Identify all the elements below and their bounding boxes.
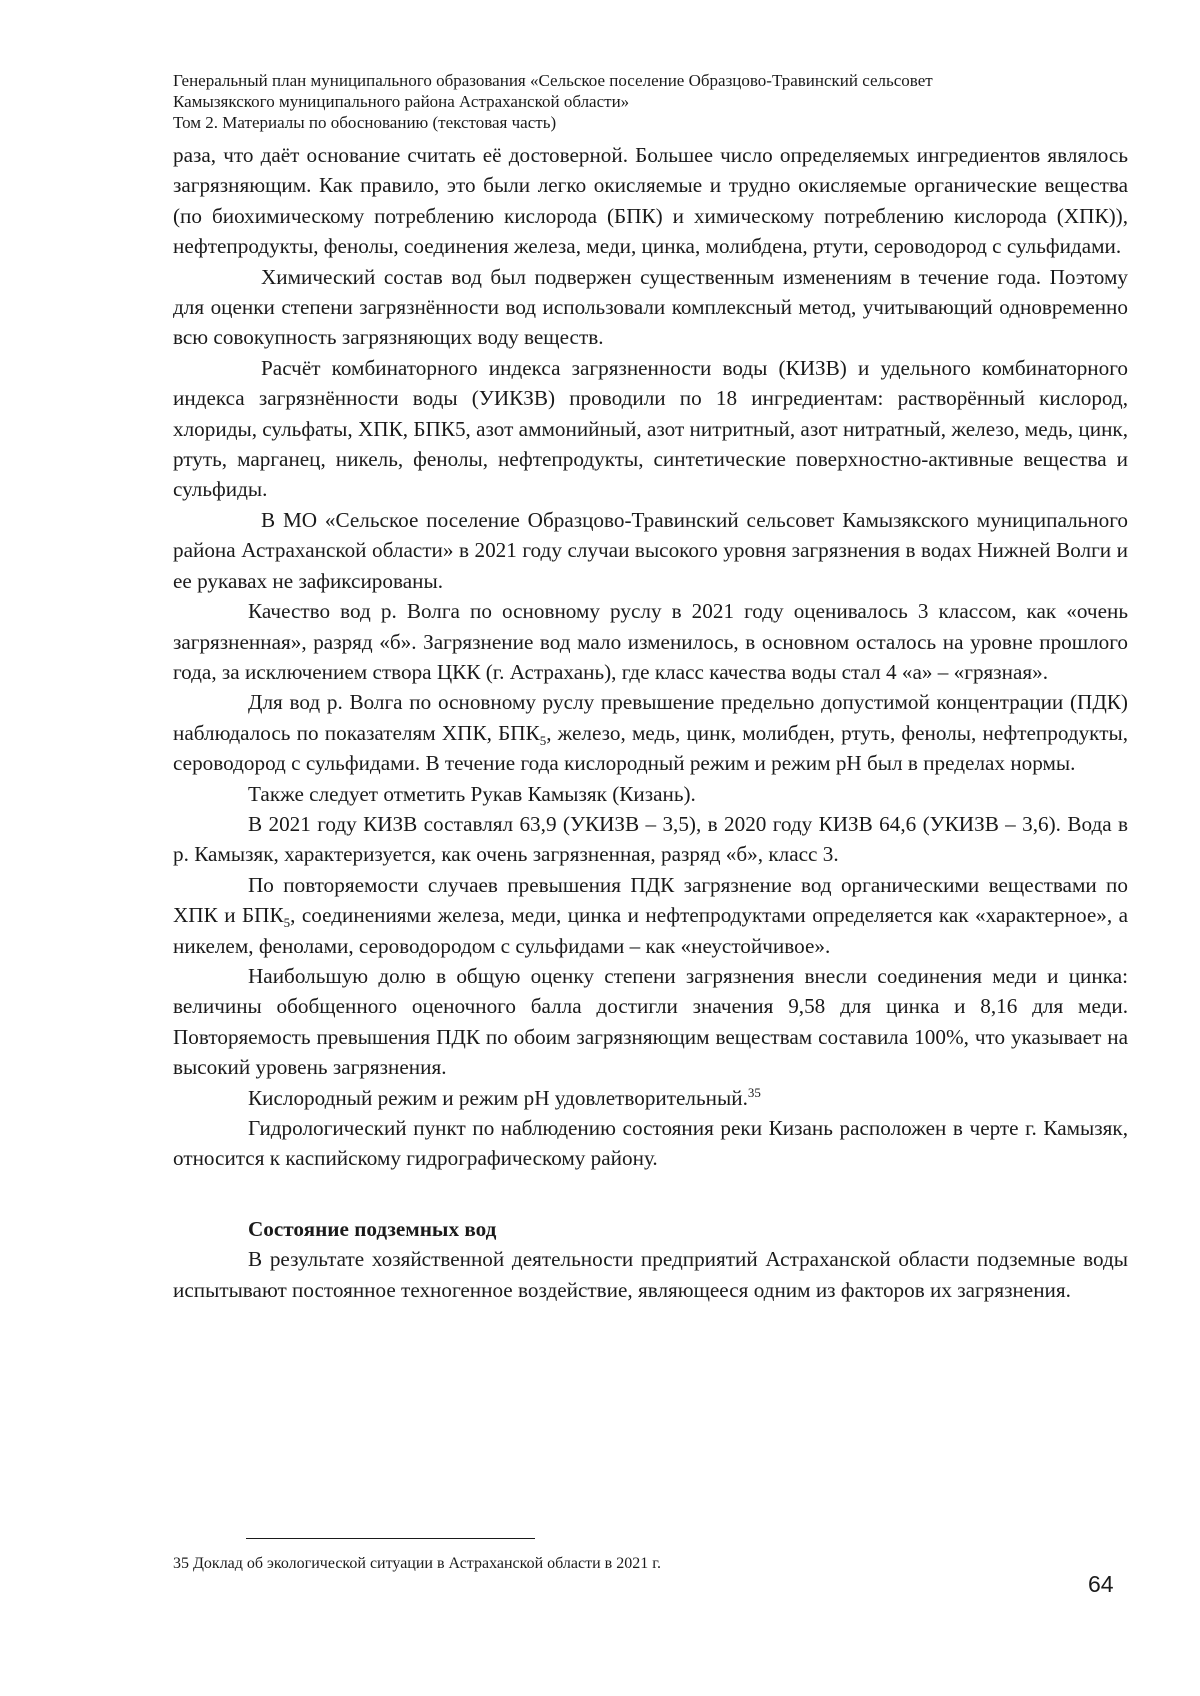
body-text [173, 140, 1128, 1305]
paragraph-8: В 2021 году КИЗВ составлял 63,9 (УКИЗВ – 3,5), в 2020 году КИЗВ 64,6 (УКИЗВ – 3,6). Вода в р. Камызяк, характеризуется, как очень загрязненная, разряд «б», класс 3. [173, 811, 1128, 867]
paragraph-1: раза, что даёт основание считать её достоверной. Большее число определяемых ингредиентов являлось загрязняющим. Как правило, это были легко окисляемые и трудно окисляемые органические вещества (по биохимическому потреблению кислорода (БПК) и химическому потреблению кислорода (ХПК)), нефтепродукты, фенолы, соединения железа, меди, цинка, молибдена, ртути, сероводород с сульфидами. [173, 143, 1128, 259]
paragraph-11 [173, 1083, 1128, 1113]
header-line-3: Том 2. Материалы по обоснованию (текстовая часть) [173, 113, 557, 132]
paragraph-2: Химический состав вод был подвержен существенным изменениям в течение года. Поэтому для оценки степени загрязнённости вод использовали комплексный метод, учитывающий одновременно всю совокупность загрязняющих воду веществ. [173, 264, 1128, 350]
paragraph-9 [173, 870, 1128, 961]
paragraph-11-text: Кислородный режим и режим pH удовлетворительный. [248, 1085, 748, 1110]
paragraph-4: В МО «Сельское поселение Образцово-Травинский сельсовет Камызякского муниципального района Астраханской области» в 2021 году случаи высокого уровня загрязнения в водах Нижней Волги и ее рукавах не зафиксированы. [173, 507, 1128, 593]
section-heading: Состояние подземных вод [248, 1216, 497, 1241]
paragraph-9-subscript: 5 [283, 915, 291, 931]
paragraph-12: Гидрологический пункт по наблюдению состояния реки Кизань расположен в черте г. Камызяк, относится к каспийскому гидрографическому району. [173, 1116, 1128, 1171]
header-line-2: Камызякского муниципального района Астраханской области» [173, 92, 630, 111]
paragraph-10: Наибольшую долю в общую оценку степени загрязнения внесли соединения меди и цинка: величины обобщенного оценочного балла достигли значения 9,58 для цинка и 8,16 для меди. Повторяемость превышения ПДК по обоим загрязняющим веществам составила 100%, что указывает на высокий уровень загрязнения. [173, 963, 1128, 1080]
paragraph-6-subscript: 5 [539, 732, 547, 748]
footnote: 35 Доклад об экологической ситуации в Астраханской области в 2021 г. [173, 1555, 661, 1572]
paragraph-13: В результате хозяйственной деятельности предприятий Астраханской области подземные воды испытывают постоянное техногенное воздействие, являющееся одним из факторов их загрязнения. [173, 1247, 1128, 1302]
paragraph-7: Также следует отметить Рукав Камызяк (Кизань). [248, 781, 696, 806]
paragraph-3: Расчёт комбинаторного индекса загрязненности воды (КИЗВ) и удельного комбинаторного индекса загрязнённости воды (УИКЗВ) проводили по 18 ингредиентам: растворённый кислород, хлориды, сульфаты, ХПК, БПК5, азот аммонийный, азот нитритный, азот нитратный, железо, медь, цинк, ртуть, марганец, никель, фенолы, нефтепродукты, синтетические поверхностно-активные вещества и сульфиды. [173, 355, 1128, 502]
paragraph-9-text-a: По повторяемости случаев превышения ПДК загрязнение вод органическими веществами по ХПК и БПК [173, 872, 1128, 928]
paragraph-9-text-b: , соединениями железа, меди, цинка и нефтепродуктами определяется как «характерное», а никелем, фенолами, сероводородом с сульфидами – как «неустойчивое». [173, 903, 1128, 958]
paragraph-6-text-b: , железо, медь, цинк, молибден, ртуть, фенолы, нефтепродукты, сероводород с сульфидами. В течение года кислородный режим и режим pH был в пределах нормы. [173, 720, 1128, 776]
paragraph-5: Качество вод р. Волга по основному руслу в 2021 году оценивалось 3 классом, как «очень загрязненная», разряд «б». Загрязнение вод мало изменилось, в основном осталось на уровне прошлого года, за исключением створа ЦКК (г. Астрахань), где класс качества воды стал 4 «а» – «грязная». [173, 599, 1128, 684]
paragraph-6-text-a: Для вод р. Волга по основному руслу превышение предельно допустимой концентрации (ПДК) наблюдалось по показателям ХПК, БПК [173, 690, 1128, 745]
running-header [173, 70, 1128, 133]
page-number: 64 [1088, 1571, 1114, 1597]
footnote-separator [246, 1538, 535, 1539]
header-line-1: Генеральный план муниципального образования «Сельское поселение Образцово-Травинский сельсовет [173, 71, 933, 90]
paragraph-6 [173, 687, 1128, 778]
footnote-ref-35[interactable]: 35 [747, 1084, 761, 1100]
